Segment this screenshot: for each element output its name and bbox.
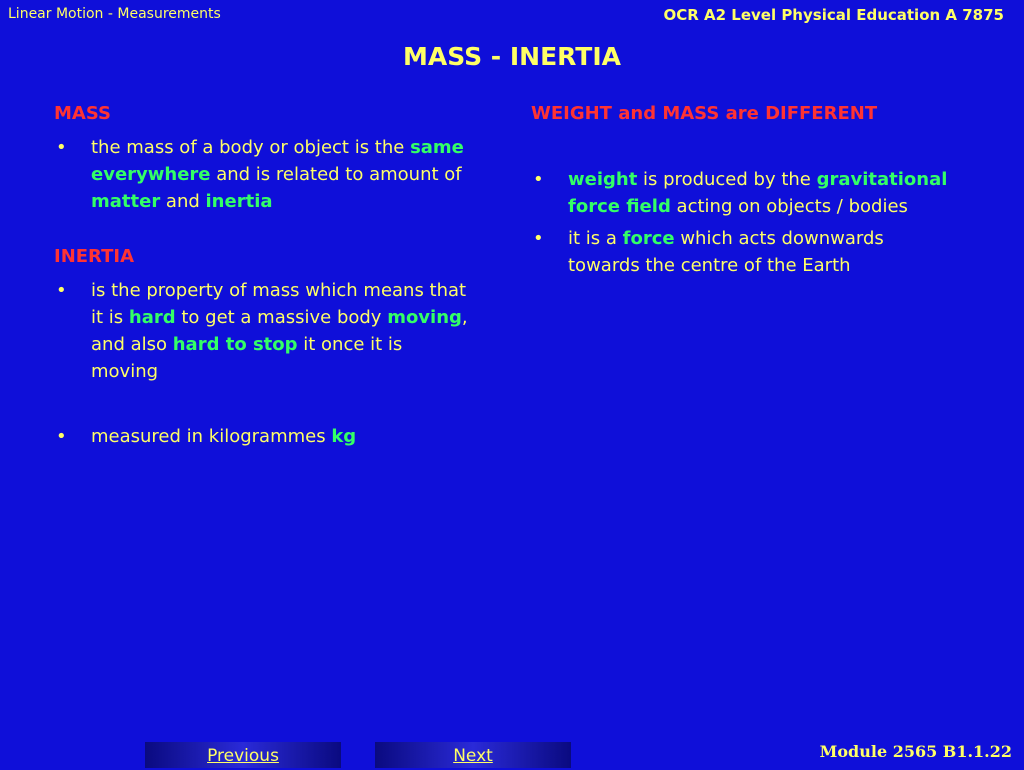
highlight-hard: hard bbox=[128, 307, 176, 328]
bullet-dot: • bbox=[56, 426, 67, 447]
weight-bullet bbox=[531, 166, 951, 220]
bullet-dot: • bbox=[56, 137, 67, 158]
weight-mass-heading: WEIGHT and MASS are DIFFERENT bbox=[531, 103, 878, 124]
highlight-moving: moving bbox=[387, 307, 462, 328]
text: acting on objects / bodies bbox=[670, 196, 908, 217]
bullet-dot: • bbox=[533, 169, 544, 190]
slide-title: MASS - INERTIA bbox=[402, 42, 622, 71]
highlight-hard-to-stop: hard to stop bbox=[172, 334, 298, 355]
highlight-weight: weight bbox=[568, 169, 638, 190]
inertia-bullet bbox=[54, 277, 474, 385]
header-topic: Linear Motion - Measurements bbox=[8, 6, 221, 22]
text: measured in kilogrammes bbox=[91, 426, 332, 447]
text: and bbox=[160, 191, 206, 212]
text: is the property of mass which means that it is bbox=[91, 280, 467, 328]
left-column bbox=[54, 102, 474, 450]
highlight-gravitational-force-field: gravitational force field bbox=[568, 169, 948, 217]
text: it is a bbox=[568, 228, 623, 249]
highlight-force: force bbox=[622, 228, 675, 249]
bullet-dot: • bbox=[56, 280, 67, 301]
text: and is related to amount of bbox=[210, 164, 462, 185]
mass-heading: MASS bbox=[54, 103, 111, 124]
highlight-same-everywhere: same everywhere bbox=[91, 137, 464, 185]
highlight-kg: kg bbox=[331, 426, 357, 447]
next-button[interactable]: Next bbox=[375, 742, 571, 768]
text: to get a massive body bbox=[175, 307, 388, 328]
text: the mass of a body or object is the bbox=[91, 137, 411, 158]
text: it once it is moving bbox=[91, 334, 403, 382]
kg-bullet bbox=[54, 423, 474, 450]
bullet-dot: • bbox=[533, 228, 544, 249]
right-column bbox=[531, 102, 951, 279]
force-bullet bbox=[531, 225, 951, 279]
header-course: OCR A2 Level Physical Education A 7875 bbox=[663, 6, 1004, 24]
module-code: Module 2565 B1.1.22 bbox=[819, 742, 1012, 761]
highlight-inertia: inertia bbox=[205, 191, 273, 212]
text: , and also bbox=[91, 307, 468, 355]
inertia-heading: INERTIA bbox=[54, 246, 135, 267]
mass-bullet bbox=[54, 134, 474, 215]
previous-button[interactable]: Previous bbox=[145, 742, 341, 768]
text: is produced by the bbox=[637, 169, 817, 190]
text: which acts downwards towards the centre of the Earth bbox=[568, 228, 884, 276]
highlight-matter: matter bbox=[91, 191, 161, 212]
